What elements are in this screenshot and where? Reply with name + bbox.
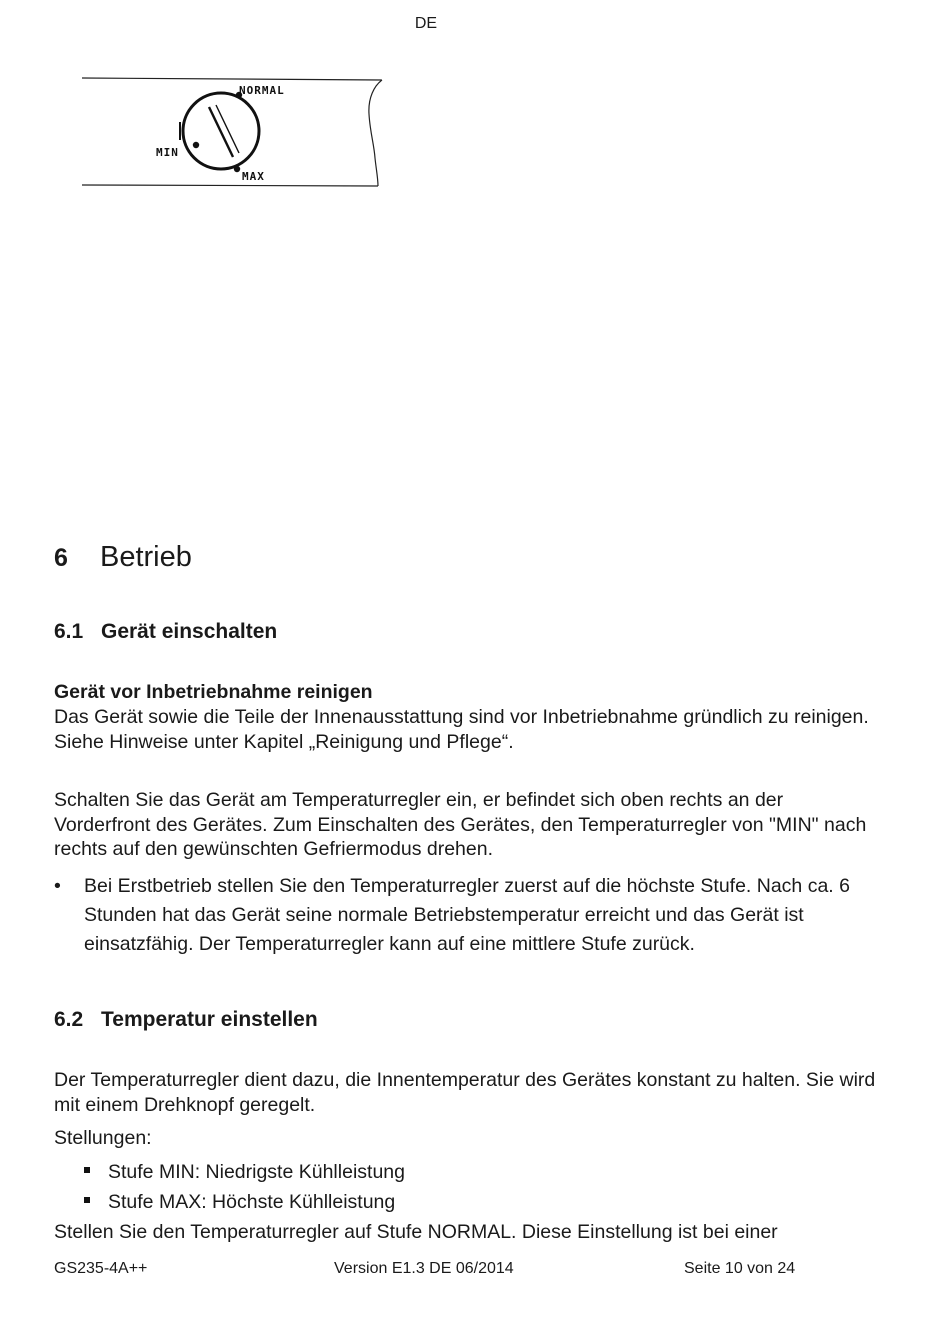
section-title: Betrieb	[100, 541, 192, 573]
dial-label-min: MIN	[156, 146, 179, 159]
section-heading-6-2	[54, 1008, 318, 1032]
positions-label: Stellungen:	[54, 1127, 152, 1149]
paragraph: Das Gerät sowie die Teile der Innenausstattung sind vor Inbetriebnahme gründlich zu reinigen. Siehe Hinweise unter Kapitel „Reinigung und Pflege“.	[54, 706, 869, 753]
language-code: DE	[414, 15, 438, 32]
paragraph: Der Temperaturregler dient dazu, die Innentemperatur des Gerätes konstant zu halten. Sie wird mit einem Drehknopf geregelt.	[54, 1069, 876, 1116]
section-heading-6-1	[54, 620, 277, 644]
list-item-text: Stufe MIN: Niedrigste Kühlleistung	[108, 1161, 405, 1183]
dial-label-normal: NORMAL	[239, 84, 285, 97]
footer-page-number: Seite 10 von 24	[684, 1260, 796, 1277]
square-bullet-icon	[84, 1197, 90, 1203]
list-item-text: Stufe MAX: Höchste Kühlleistung	[108, 1191, 396, 1213]
square-bullet-icon	[84, 1167, 90, 1173]
section-title: Temperatur einstellen	[101, 1008, 318, 1031]
section-number: 6.1	[54, 620, 84, 643]
paragraph: Stellen Sie den Temperaturregler auf Stufe NORMAL. Diese Einstellung ist bei einer	[54, 1221, 778, 1243]
list-item	[84, 1160, 405, 1184]
temperature-dial-illustration	[78, 70, 388, 192]
dial-label-max: MAX	[242, 170, 265, 183]
paragraph: Schalten Sie das Gerät am Temperaturregler ein, er befindet sich oben rechts an der Vorderfront des Gerätes. Zum Einschalten des Gerätes, den Temperaturregler von "MIN" nach rechts auf den gewünschten Gefriermodus drehen.	[54, 789, 867, 860]
bullet-text: Bei Erstbetrieb stellen Sie den Temperaturregler zuerst auf die höchste Stufe. Nach ca. 6 Stunden hat das Gerät seine normale Betriebstemperatur erreicht und das Gerät ist einsatzfähig. Der Temperaturregler kann auf eine mittlere Stufe zurück.	[84, 875, 850, 955]
bullet-icon: •	[54, 875, 61, 897]
section-number: 6	[54, 544, 68, 572]
section-number: 6.2	[54, 1008, 84, 1031]
section-title: Gerät einschalten	[101, 620, 278, 643]
paragraph-heading: Gerät vor Inbetriebnahme reinigen	[54, 681, 373, 703]
footer-version: Version E1.3 DE 06/2014	[334, 1260, 514, 1277]
section-heading-6	[54, 541, 192, 574]
footer-model: GS235-4A++	[54, 1260, 148, 1277]
bullet-list-item	[54, 872, 884, 959]
list-item	[84, 1190, 395, 1214]
